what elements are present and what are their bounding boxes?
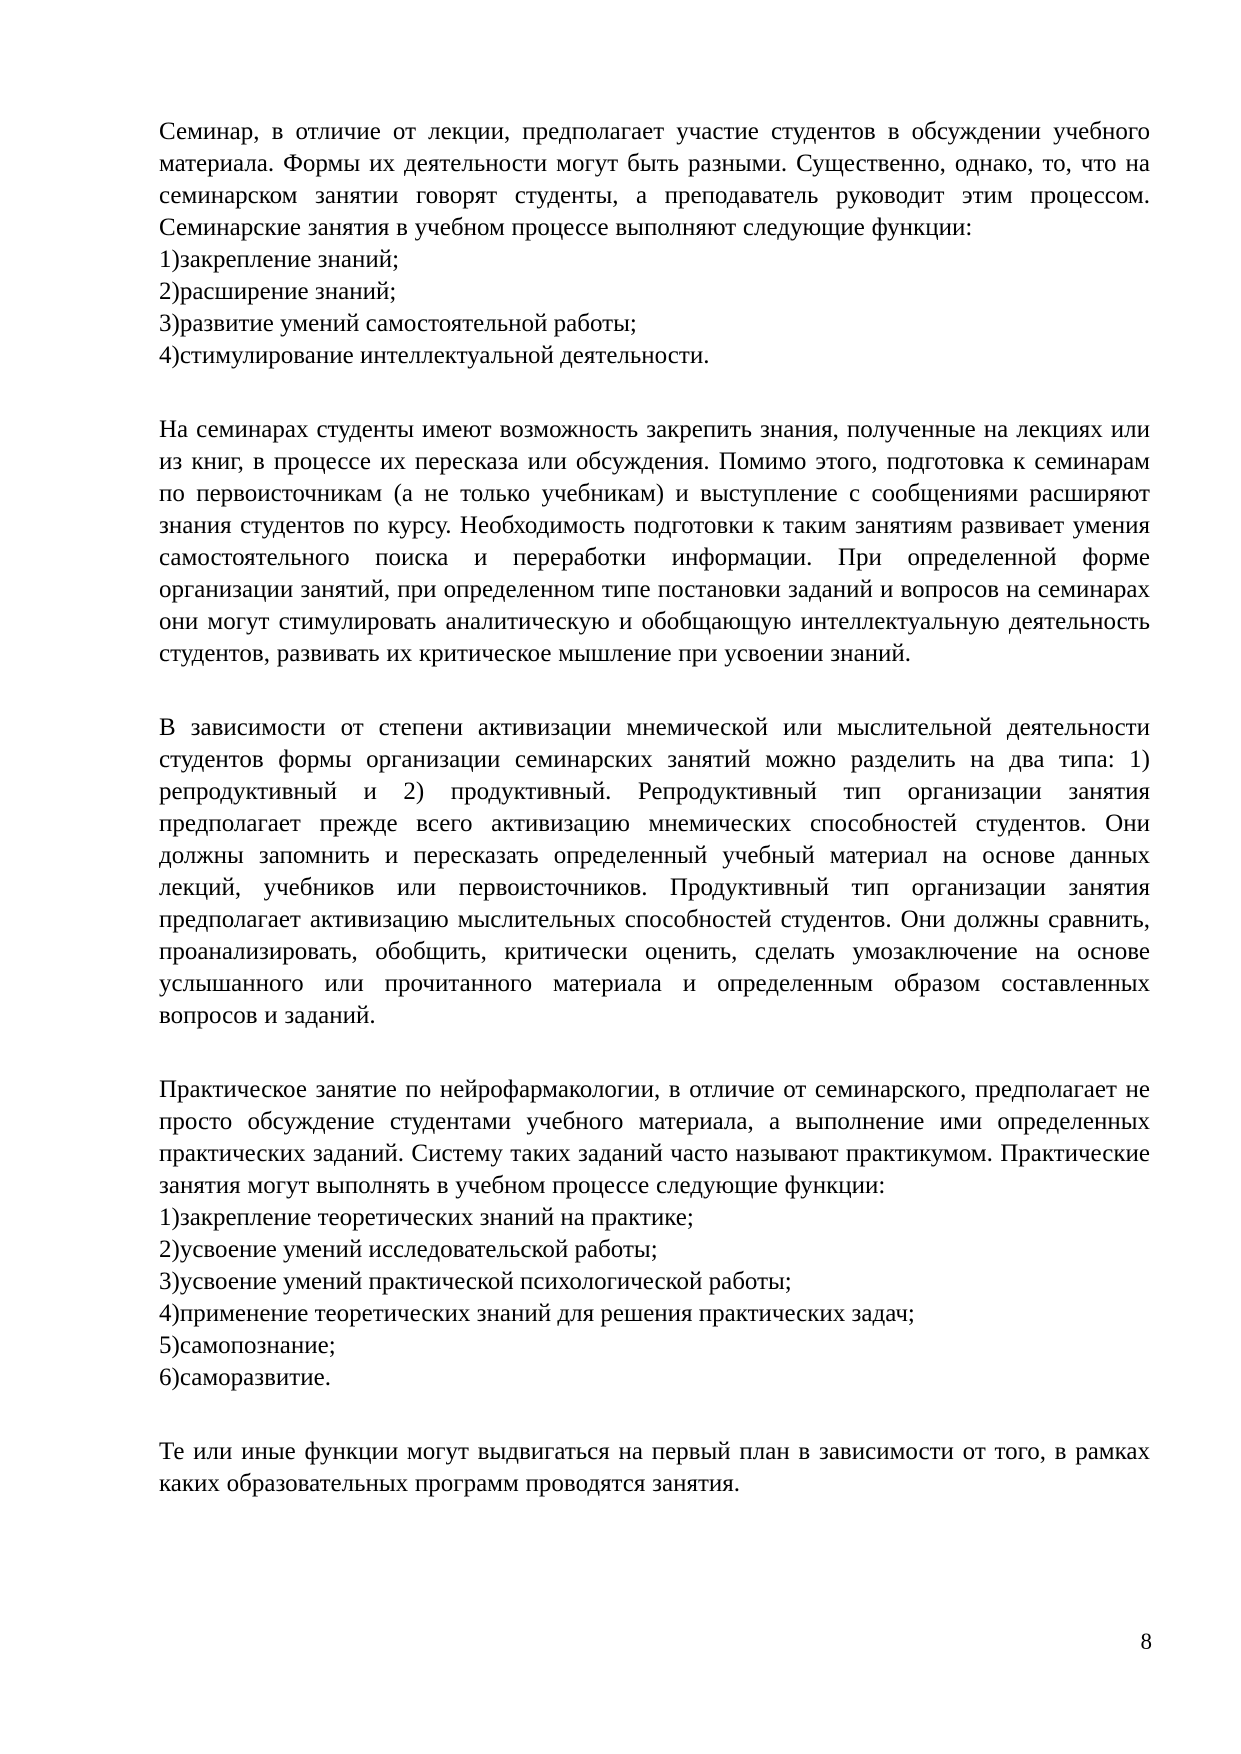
list-item: 4)стимулирование интеллектуальной деятельности. <box>159 342 710 369</box>
list-item: 5)самопознание; <box>159 1332 336 1359</box>
list-item: 1)закрепление знаний; <box>159 246 400 273</box>
list-item: 4)применение теоретических знаний для решения практических задач; <box>159 1300 915 1327</box>
list-item: 3)усвоение умений практической психологической работы; <box>159 1268 792 1295</box>
paragraph-seminar-intro: Семинар, в отличие от лекции, предполагает участие студентов в обсуждении учебного материала. Формы их деятельности могут быть разными. Существенно, однако, то, что на семинарском занятии говорят студенты, а преподаватель руководит этим процессом. Семинарские занятия в учебном процессе выполняют следующие функции: <box>159 118 1150 241</box>
section-seminar-functions <box>159 116 1150 372</box>
list-item: 6)саморазвитие. <box>159 1364 331 1391</box>
section-practical-classes <box>159 1074 1150 1394</box>
numbered-list-seminar-functions <box>159 244 1150 372</box>
list-item: 2)расширение знаний; <box>159 278 397 305</box>
section-closing-note <box>159 1436 1150 1500</box>
list-item: 1)закрепление теоретических знаний на практике; <box>159 1204 694 1231</box>
paragraph-seminar-benefits: На семинарах студенты имеют возможность закрепить знания, полученные на лекциях или из книг, в процессе их пересказа или обсуждения. Помимо этого, подготовка к семинарам по первоисточникам (а не только учебникам) и выступление с сообщениями расширяют знания студентов по курсу. Необходимость подготовки к таким занятиям развивает умения самостоятельного поиска и переработки информации. При определенной форме организации занятий, при определенном типе постановки заданий и вопросов на семинарах они могут стимулировать аналитическую и обобщающую интеллектуальную деятельность студентов, развивать их критическое мышление при усвоении знаний. <box>159 416 1150 667</box>
paragraph-practical-intro: Практическое занятие по нейрофармакологии, в отличие от семинарского, предполагает не просто обсуждение студентами учебного материала, а выполнение ими определенных практических заданий. Систему таких заданий часто называют практикумом. Практические занятия могут выполнять в учебном процессе следующие функции: <box>159 1076 1150 1199</box>
section-seminar-benefits <box>159 414 1150 670</box>
section-seminar-types <box>159 712 1150 1032</box>
page-number: 8 <box>1140 1629 1152 1654</box>
paragraph-seminar-types: В зависимости от степени активизации мнемической или мыслительной деятельности студентов формы организации семинарских занятий можно разделить на два типа: 1) репродуктивный и 2) продуктивный. Репродуктивный тип организации занятия предполагает прежде всего активизацию мнемических способностей студентов. Они должны запомнить и пересказать определенный учебный материал на основе данных лекций, учебников или первоисточников. Продуктивный тип организации занятия предполагает активизацию мыслительных способностей студентов. Они должны сравнить, проанализировать, обобщить, критически оценить, сделать умозаключение на основе услышанного или прочитанного материала и определенным образом составленных вопросов и заданий. <box>159 714 1150 1029</box>
page-content <box>159 116 1150 1500</box>
numbered-list-practical-functions <box>159 1202 1150 1394</box>
list-item: 2)усвоение умений исследовательской работы; <box>159 1236 658 1263</box>
list-item: 3)развитие умений самостоятельной работы; <box>159 310 637 337</box>
paragraph-closing-note: Те или иные функции могут выдвигаться на первый план в зависимости от того, в рамках каких образовательных программ проводятся занятия. <box>159 1438 1150 1497</box>
